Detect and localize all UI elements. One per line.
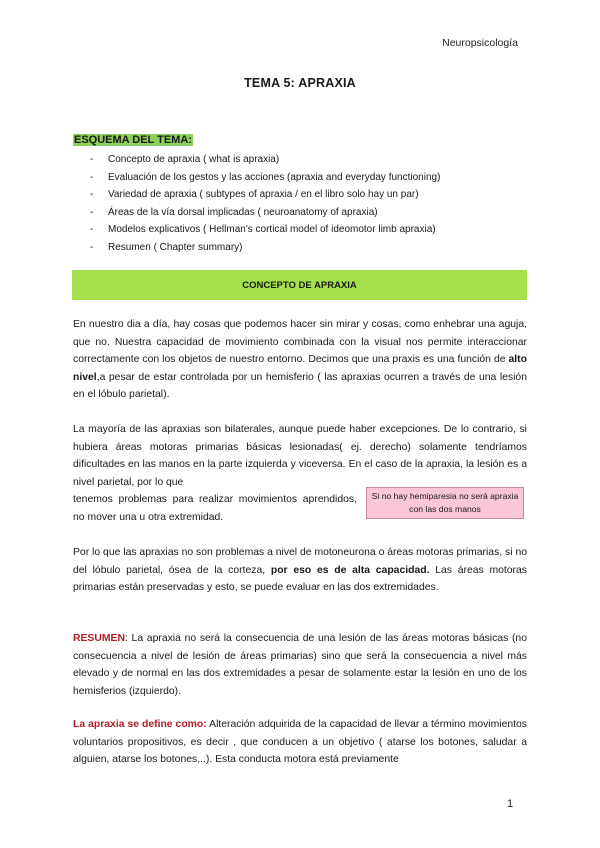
side-note-text: Si no hay hemiparesia no será apraxia con las dos manos [371,491,519,514]
paragraph-resumen [73,630,527,700]
list-item: - Modelos explicativos ( Hellman's cortical model of ideomotor limb apraxia) [90,221,440,239]
scheme-heading: ESQUEMA DEL TEMA: [74,134,192,146]
paragraph-text: En nuestro dia a día, hay cosas que podemos hacer sin mirar y cosas, como enhebrar una aguja, que no. Nuestra capacidad de movimiento combinada con la visual nos permite interaccionar correctamente con los objetos de nuestro entorno. Decimos que una praxis es una función de [73,319,527,365]
bold-text: por eso es de alta capacidad. [270,564,430,576]
page-title: TEMA 5: APRAXIA [244,76,356,90]
paragraph-text: Por lo que las apraxias no son problemas a nivel de motoneurona o áreas motoras primarias, si no del lóbulo parietal, ósea de la corteza, [73,547,527,576]
definition-label: La apraxia se define como: [73,719,207,730]
section-heading-bar [72,270,527,300]
list-item: - Áreas de la vía dorsal implicadas ( neuroanatomy of apraxia) [90,204,440,222]
list-item: - Evaluación de los gestos y las acciones (apraxia and everyday functioning) [90,169,440,187]
paragraph-text: La mayoría de las apraxias son bilaterales, aunque puede haber excepciones. De lo contrario, si hubiera áreas motoras primarias básicas lesionadas( ej. derecho) solamente tendríamos dificultades en las manos en la parte izquierda y viceversa. En el caso de la apraxia, la lesión es a nivel parietal, por lo que [73,424,527,488]
paragraph-motoneurona [73,544,527,597]
paragraph-intro [73,316,527,404]
paragraph-bilateral [73,421,527,491]
paragraph-text: Alteración adquirida de la capacidad de llevar a término movimientos voluntarios propositivos, es decir , que conducen a un objetivo ( atarse los botones, saludar a alguien, atarse los botones,..). Esta conducta motora está previamente [73,719,527,765]
page-number: 1 [507,798,514,810]
scheme-list [90,151,440,257]
paragraph-text: tenemos problemas para realizar movimientos aprendidos, no mover una u otra extremidad. [73,494,357,523]
list-item: - Resumen ( Chapter summary) [90,239,440,257]
running-header: Neuropsicología [442,37,518,49]
list-item: - Concepto de apraxia ( what is apraxia) [90,151,440,169]
paragraph-text: : La apraxia no será la consecuencia de una lesión de las áreas motoras básicas (no consecuencia a nivel de lesión de áreas primarias) sino que será la consecuencia a nivel más elevado y de normal en las dos extremidades a pesar de solamente estar la lesión en uno de los hemisferios (izquierdo). [73,633,527,697]
bold-text: alto nivel [73,354,527,383]
resumen-label: RESUMEN [73,633,125,644]
section-heading-label: CONCEPTO DE APRAXIA [242,279,357,291]
paragraph-definition [73,716,527,769]
paragraph-text: ,a pesar de estar controlada por un hemisferio ( las apraxias ocurren a través de una lesión en el lóbulo parietal). [73,371,527,400]
paragraph-bilateral-cont [73,491,357,526]
paragraph-text: Las áreas motoras primarias están preservadas y esto, se puede evaluar en las dos extremidades. [73,564,527,593]
list-item: - Variedad de apraxia ( subtypes of apraxia / en el libro solo hay un par) [90,186,440,204]
side-note-box [366,487,524,519]
